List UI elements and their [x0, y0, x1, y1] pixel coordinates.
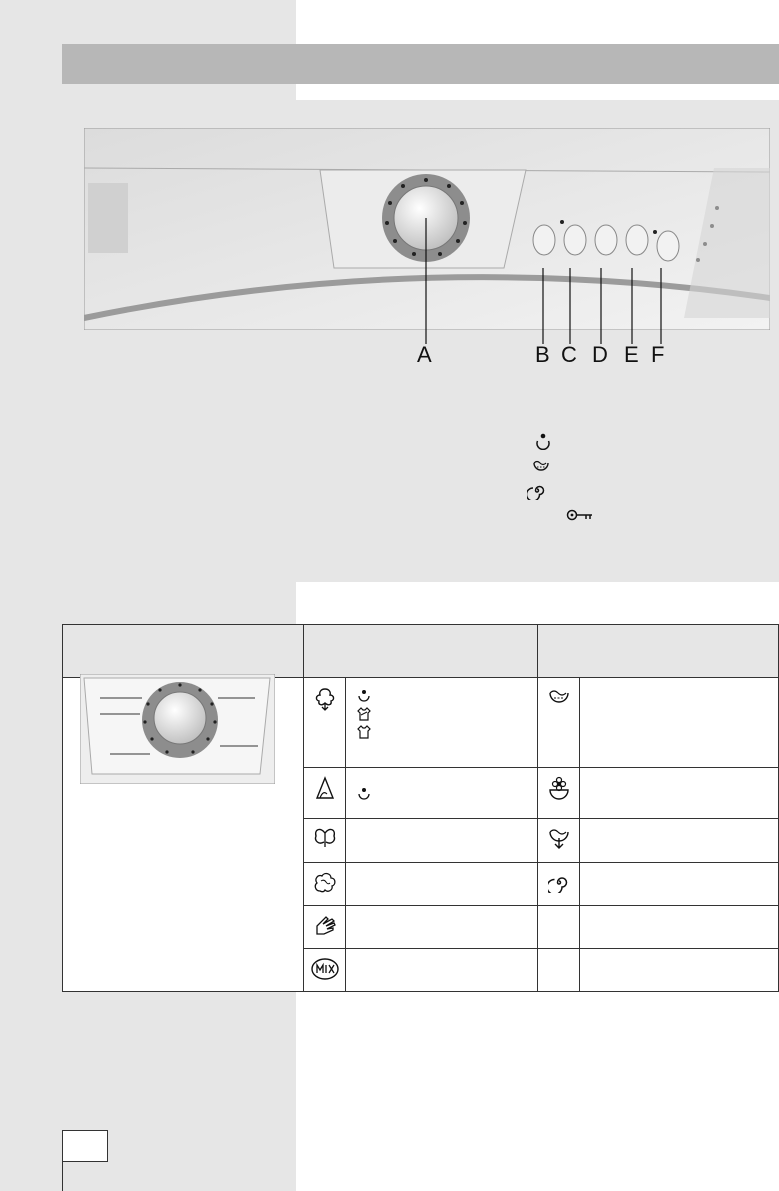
spin-cell — [538, 863, 580, 906]
synthetics-icon — [304, 768, 345, 802]
table-header-row — [63, 625, 779, 678]
spin-icon — [538, 863, 579, 893]
callout-e: E — [624, 342, 639, 367]
start-delay-icon — [535, 431, 551, 451]
description-cell — [580, 906, 779, 949]
empty-icon-cell — [538, 949, 580, 992]
handwash-icon — [304, 906, 345, 940]
synthetics-cell — [304, 768, 346, 819]
callout-f: F — [651, 342, 665, 367]
description-cell — [580, 863, 779, 906]
description-cell — [580, 678, 779, 768]
synthetics-options-cell — [346, 768, 538, 819]
handwash-cell — [304, 906, 346, 949]
delicates-cell — [304, 819, 346, 863]
description-cell — [580, 768, 779, 819]
spin-icon — [527, 480, 547, 500]
tshirt-icon — [356, 724, 372, 740]
header-cell — [538, 625, 779, 678]
drain-icon — [538, 819, 579, 851]
callout-a: A — [417, 342, 432, 367]
mix-icon — [304, 949, 345, 981]
shirt-icon — [356, 706, 372, 722]
start-delay-icon — [356, 786, 372, 802]
callout-d: D — [592, 342, 608, 367]
wool-icon — [304, 863, 345, 895]
panel-callout-labels — [0, 342, 779, 372]
callout-b: B — [535, 342, 550, 367]
empty-icon-cell — [538, 906, 580, 949]
mix-cell — [304, 949, 346, 992]
mix-options-cell — [346, 949, 538, 992]
cotton-options-cell — [346, 678, 538, 768]
wool-options-cell — [346, 863, 538, 906]
control-panel-illustration — [84, 128, 770, 330]
callout-c: C — [561, 342, 577, 367]
delicates-icon — [304, 819, 345, 851]
rinse-hold-cell — [538, 678, 580, 768]
page-margin-line — [62, 1161, 63, 1191]
rinse-hold-icon — [531, 455, 551, 475]
description-cell — [580, 819, 779, 863]
cotton-cell — [304, 678, 346, 768]
page-number-box — [62, 1130, 108, 1162]
delicates-options-cell — [346, 819, 538, 863]
header-cell — [304, 625, 538, 678]
handwash-options-cell — [346, 906, 538, 949]
cotton-icon — [304, 678, 345, 712]
softener-cell — [538, 768, 580, 819]
drain-cell — [538, 819, 580, 863]
description-cell — [580, 949, 779, 992]
rinse-hold-icon — [538, 678, 579, 706]
header-cell — [63, 625, 304, 678]
program-dial-thumbnail — [80, 674, 275, 784]
section-header-bar — [62, 44, 779, 84]
door-lock-icon — [566, 505, 594, 525]
softener-icon — [538, 768, 579, 802]
wool-cell — [304, 863, 346, 906]
start-delay-icon — [356, 688, 372, 704]
